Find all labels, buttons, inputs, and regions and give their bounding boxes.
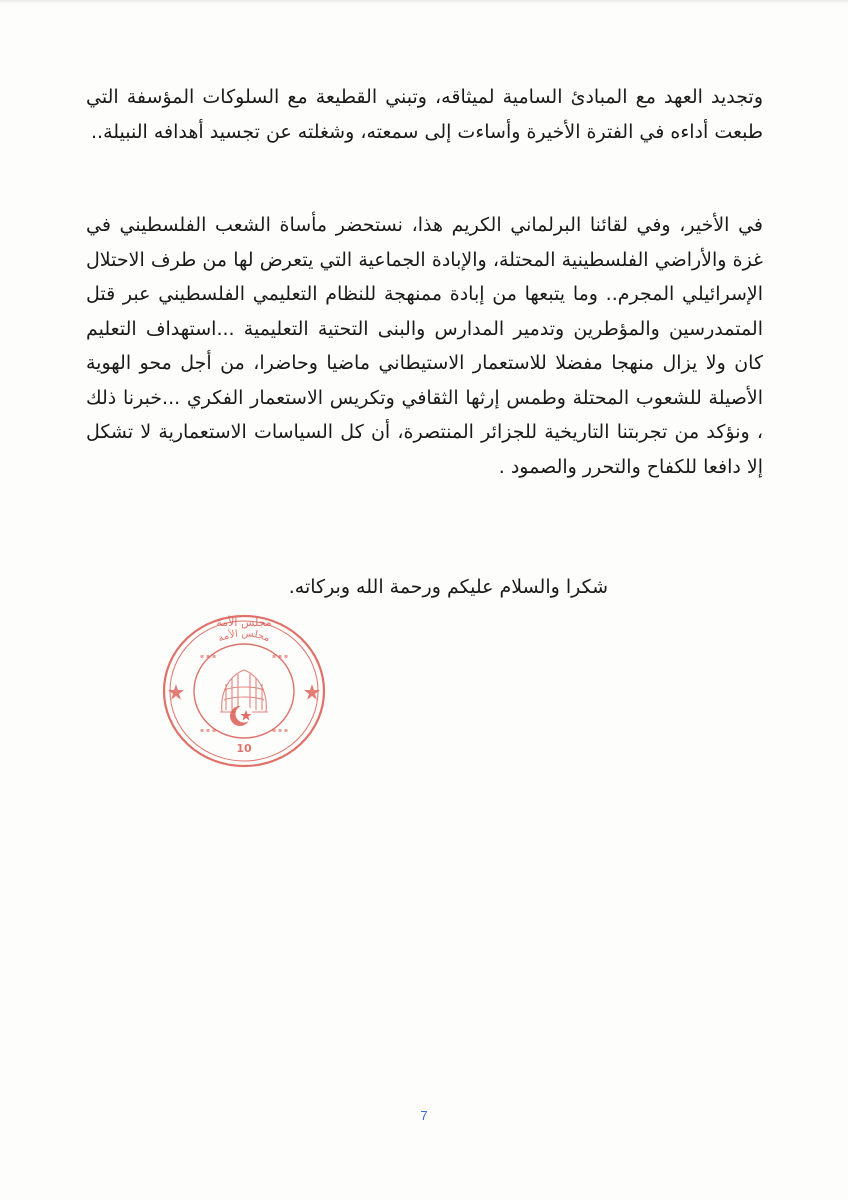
scan-edge xyxy=(0,0,848,4)
closing-line: شكرا والسلام عليكم ورحمة الله وبركاته. xyxy=(288,576,608,598)
svg-text:▪ ▪ ▪: ▪ ▪ ▪ xyxy=(272,653,289,660)
official-seal xyxy=(160,612,328,770)
seal-number: 10 xyxy=(236,742,252,755)
seal-heading: مجلس الأمة xyxy=(216,616,272,629)
svg-text:▪ ▪ ▪: ▪ ▪ ▪ xyxy=(200,727,217,734)
page-number: 7 xyxy=(420,1108,428,1123)
seal-crescent-icon xyxy=(230,706,253,727)
seal-graphic xyxy=(160,612,328,770)
svg-text:▪ ▪ ▪: ▪ ▪ ▪ xyxy=(272,727,289,734)
paragraph-2: في الأخير، وفي لقائنا البرلماني الكريم هذا، نستحضر مأساة الشعب الفلسطيني في غزة والأراضي الفلسطينية المحتلة، والإبادة الجماعية التي يتعرض لها من طرف الاحتلال الإسرائيلي المجرم.. وما يتبعها من إبادة ممنهجة للنظام التعليمي الفلسطيني عبر قتل المتمدرسين والمؤطرين وتدمير المدارس والبنى التحتية التعليمية ...استهداف التعليم كان ولا يزال منهجا مفضلا للاستعمار الاستيطاني ماضيا وحاضرا، من أجل محو الهوية الأصيلة للشعوب المحتلة وطمس إرثها الثقافي وتكريس الاستعمار الفكري ...خبرنا ذلك ، ونؤكد من تجربتنا التاريخية للجزائر المنتصرة، أن كل السياسات الاستعمارية لا تشكل إلا دافعا للكفاح والتحرر والصمود . xyxy=(86,214,763,478)
seal-top-text: مجلس الأمة xyxy=(216,628,272,645)
svg-text:▪ ▪ ▪: ▪ ▪ ▪ xyxy=(200,653,217,660)
paragraph-1: وتجديد العهد مع المبادئ السامية لميثاقه، وتبني القطيعة مع السلوكات المؤسفة التي طبعت أداءه في الفترة الأخيرة وأساءت إلى سمعته، وشغلته عن تجسيد أهدافه النبيلة.. xyxy=(86,86,763,143)
